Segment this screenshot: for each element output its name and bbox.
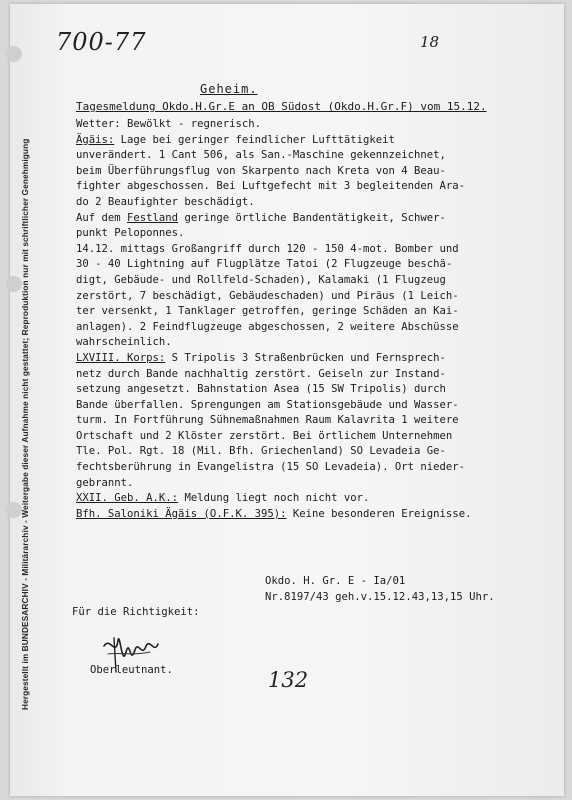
korps68-line: Tle. Pol. Rgt. 18 (Mil. Bfh. Griechenland) SO Levadeia Ge- (76, 445, 446, 458)
korps68-line: fechtsberührung in Evangelistra (15 SO Levadeia). Ort nieder- (76, 461, 466, 474)
korps68-line: Ortschaft und 2 Klöster zerstört. Bei örtlichem Unternehmen (76, 429, 453, 442)
saloniki-text: Keine besonderen Ereignisse. (286, 507, 472, 520)
korps22-text: Meldung liegt noch nicht vor. (178, 492, 370, 505)
korps68-line: gebrannt. (76, 476, 134, 489)
report-body (76, 117, 516, 522)
festland-first-line (76, 211, 516, 227)
korps68-line: S Tripolis 3 Straßenbrücken und Fernsprech- (165, 351, 446, 364)
aegaeis-line: beim Überführungsflug von Skarpento nach Kreta von 4 Beau- (76, 164, 446, 177)
archive-stamp (8, 110, 30, 710)
festland-continuation: punkt Peloponnes. (76, 227, 185, 240)
aegaeis-line: fighter abgeschossen. Bei Luftgefecht mit 3 begleitenden Ara- (76, 180, 466, 193)
weather-line: Wetter: Bewölkt - regnerisch. (76, 118, 261, 130)
correctness-certification: Für die Richtigkeit: (72, 606, 200, 618)
korps68-first-line (76, 351, 516, 367)
aegaeis-line: unverändert. 1 Cant 506, als San.-Maschine gekennzeichnet, (76, 149, 446, 162)
korps68-line: turm. In Fortführung Sühnemaßnahmen Raum Kalavrita 1 weitere (76, 414, 459, 427)
korps22-label: XXII. Geb. A.K.: (76, 492, 179, 505)
air-raid-line: 14.12. mittags Großangriff durch 120 - 150 4-mot. Bomber und (76, 242, 459, 255)
air-raid-line: wahrscheinlich. (76, 336, 172, 349)
handwritten-doc-number: 700-77 (56, 28, 147, 56)
punch-hole (6, 46, 22, 62)
signature-block (265, 573, 495, 605)
air-raid-line: 30 - 40 Lightning auf Flugplätze Tatoi (2 Flugzeuge beschä- (76, 258, 453, 271)
aegaeis-line: do 2 Beaufighter beschädigt. (76, 195, 255, 208)
air-raid-line: anlagen). 2 Feindflugzeuge abgeschossen, 2 weitere Abschüsse (76, 320, 459, 333)
aegaeis-label: Ägäis: (76, 133, 115, 146)
aegaeis-line: Lage bei geringer feindlicher Lufttätigkeit (114, 133, 395, 146)
festland-suffix: geringe örtliche Bandentätigkeit, Schwer- (178, 211, 446, 224)
command-reference: Okdo. H. Gr. E - Ia/01 (265, 575, 406, 587)
handwritten-page-mark: 18 (420, 33, 440, 51)
korps68-label: LXVIII. Korps: (76, 351, 166, 364)
festland-prefix: Auf dem (76, 211, 128, 224)
korps68-line: Bande überfallen. Sprengungen am Stationsgebäude und Wasser- (76, 398, 459, 411)
saloniki-line (76, 507, 516, 523)
air-raid-line: ter versenkt, 1 Tanklager getroffen, geringe Schäden an Kai- (76, 305, 459, 318)
saloniki-label: Bfh. Saloniki Ägäis (O.F.K. 395): (76, 507, 287, 520)
festland-label: Festland (127, 211, 179, 224)
document-number-line: Nr.8197/43 geh.v.15.12.43,13,15 Uhr. (265, 591, 495, 603)
korps68-line: netz durch Bande nachhaltig zerstört. Geiseln zur Instand- (76, 367, 446, 380)
air-raid-line: digt, Gebäude- und Rollfeld-Schaden), Kalamaki (1 Flugzeug (76, 273, 446, 286)
report-title: Tagesmeldung Okdo.H.Gr.E an OB Südost (Okdo.H.Gr.F) vom 15.12. (76, 100, 487, 113)
classification-heading: Geheim. (200, 82, 258, 96)
air-raid-line: zerstört, 7 beschädigt, Gebäudeschaden) und Piräus (1 Leich- (76, 289, 459, 302)
aegaeis-first-line (76, 133, 516, 149)
korps22-line (76, 491, 516, 507)
korps68-line: setzung angesetzt. Bahnstation Asea (15 SW Tripolis) durch (76, 383, 446, 396)
handwritten-bottom-number: 132 (268, 668, 309, 692)
archive-stamp-text: Hergestellt im BUNDESARCHIV - Militärarchiv - Weitergabe dieser Aufnahme nicht gestattet; Reproduktion nur mit schriftlicher Genehmigung (20, 138, 30, 710)
signatory-rank: Oberleutnant. (90, 664, 173, 676)
